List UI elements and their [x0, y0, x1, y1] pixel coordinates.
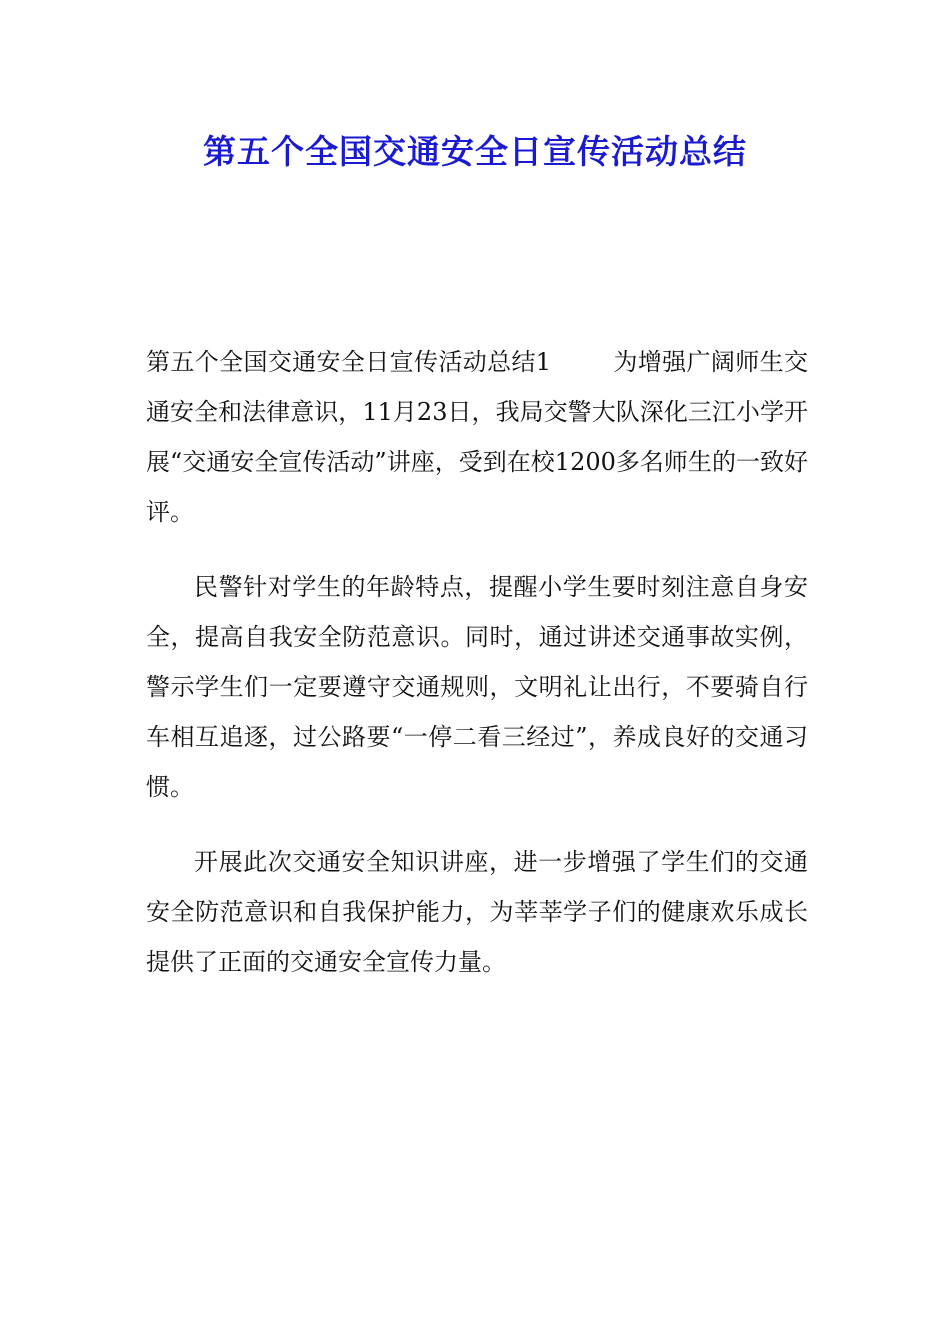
document-title: 第五个全国交通安全日宣传活动总结 [203, 132, 747, 171]
paragraph-3: 开展此次交通安全知识讲座，进一步增强了学生们的交通安全防范意识和自我保护能力，为莘莘学子们的健康欢乐成长提供了正面的交通安全宣传力量。 [146, 848, 808, 976]
paragraph-1-lead: 第五个全国交通安全日宣传活动总结1 [146, 348, 552, 376]
paragraph-1-text: 为增强广阔师生交通安全和法律意识，11月23日，我局交警大队深化三江小学开展“交通安全宣传活动”讲座，受到在校1200多名师生的一致好评。 [146, 348, 808, 526]
paragraph-2: 民警针对学生的年龄特点，提醒小学生要时刻注意自身安全，提高自我安全防范意识。同时，通过讲述交通事故实例，警示学生们一定要遵守交通规则，文明礼让出行，不要骑自行车相互追逐，过公路要“一停二看三经过”，养成良好的交通习惯。 [146, 573, 808, 801]
document-body [146, 337, 808, 987]
paragraph-1 [146, 337, 808, 537]
